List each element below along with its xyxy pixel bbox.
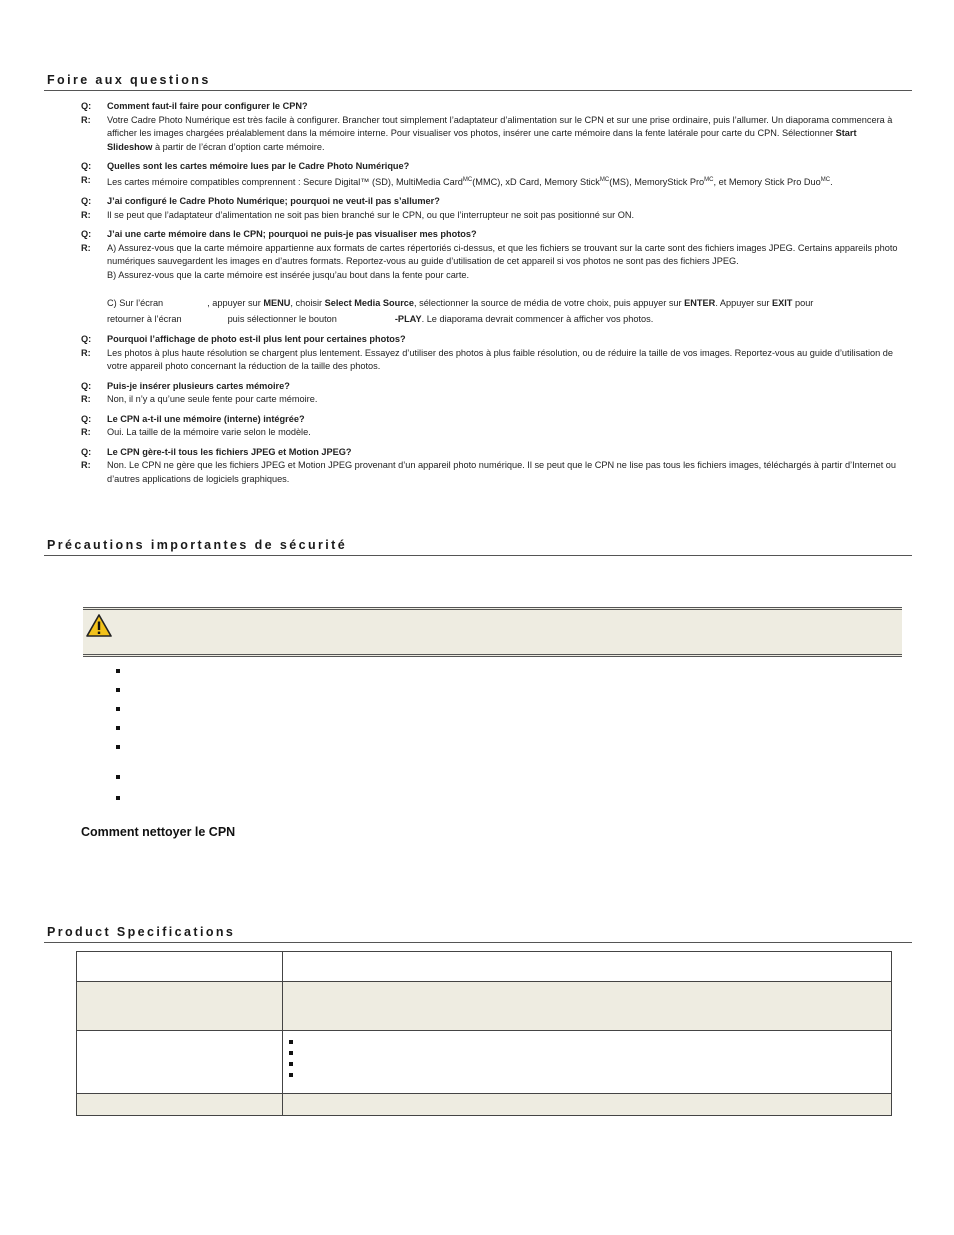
q-label: Q: xyxy=(81,413,92,424)
table-row xyxy=(77,952,892,982)
faq-item xyxy=(81,160,903,189)
table-cell xyxy=(77,1031,283,1094)
r-label: R: xyxy=(81,174,91,185)
r-label: R: xyxy=(81,209,91,220)
table-cell xyxy=(283,952,892,982)
table-cell xyxy=(77,1094,283,1116)
r-label: R: xyxy=(81,114,91,125)
faq-question: J’ai une carte mémoire dans le CPN; pourquoi ne puis-je pas visualiser mes photos? xyxy=(107,229,477,240)
faq-answer: Les cartes mémoire compatibles comprennent : Secure Digital™ (SD), MultiMedia Card$^{MC}$(MMC), xD Card, Memory Stick$^{MC}$(MS), MemoryStick Pro$^{MC}$, et Memory Stick Pro Duo$^{MC}$. xyxy=(107,176,833,187)
faq-question: Comment faut-il faire pour configurer le CPN? xyxy=(107,101,308,111)
faq-question: Pourquoi l’affichage de photo est-il plus lent pour certaines photos? xyxy=(107,334,406,345)
faq-answer: Non, il n’y a qu’une seule fente pour carte mémoire. xyxy=(107,394,318,405)
bullet-marker xyxy=(116,745,120,749)
q-label: Q: xyxy=(81,101,92,111)
faq-answer: Votre Cadre Photo Numérique est très facile à configurer. Brancher tout simplement l’adaptateur d’alimentation sur le CPN et sur une prise ordinaire, puis l’allumer. Un diaporama commencera à afficher les images chargées préalablement dans la mémoire interne. Pour visualiser vos photos, insérer une carte mémoire dans la fente latérale pour carte du CPN. Sélectionner Start Slideshow à partir de l’écran d’option carte mémoire. xyxy=(107,114,893,152)
table-cell xyxy=(283,1094,892,1116)
bullet-marker xyxy=(116,775,120,779)
r-label: R: xyxy=(81,394,91,405)
faq-section-title: Foire aux questions xyxy=(44,73,912,91)
list-item xyxy=(289,1037,891,1048)
table-row xyxy=(77,1094,892,1116)
table-cell xyxy=(77,982,283,1031)
q-label: Q: xyxy=(81,334,92,345)
bullet-marker xyxy=(116,669,120,673)
faq-answer: Oui. La taille de la mémoire varie selon le modèle. xyxy=(107,427,311,438)
q-label: Q: xyxy=(81,196,92,207)
list-item xyxy=(289,1048,891,1059)
faq-item xyxy=(81,195,903,222)
faq-item xyxy=(81,413,903,440)
cleaning-title: Comment nettoyer le CPN xyxy=(81,825,236,839)
safety-section-title: Précautions importantes de sécurité xyxy=(44,538,912,556)
r-label: R: xyxy=(81,347,91,358)
warning-box xyxy=(83,607,902,657)
faq-question: Quelles sont les cartes mémoire lues par le Cadre Photo Numérique? xyxy=(107,161,410,171)
r-label: R: xyxy=(81,242,91,253)
r-label: R: xyxy=(81,427,91,438)
bullet-marker xyxy=(116,796,120,800)
faq-item xyxy=(81,333,903,374)
table-cell xyxy=(283,982,892,1031)
faq-item xyxy=(81,380,903,407)
faq-list xyxy=(81,100,903,492)
q-label: Q: xyxy=(81,446,92,457)
list-item xyxy=(289,1070,891,1081)
faq-question: Le CPN gère-t-il tous les fichiers JPEG et Motion JPEG? xyxy=(107,446,352,457)
faq-answer: Il se peut que l’adaptateur d’alimentation ne soit pas bien branché sur le CPN, ou que l’interrupteur ne soit pas positionné sur ON. xyxy=(107,209,635,220)
bullet-marker xyxy=(116,688,120,692)
q-label: Q: xyxy=(81,229,92,240)
faq-item xyxy=(81,446,903,487)
table-row xyxy=(77,1031,892,1094)
faq-answer: Les photos à plus haute résolution se chargent plus lentement. Essayez d’utiliser des photos à plus faible résolution, ou de réduire la taille de vos images. Reportez-vous au guide d’utilisation de votre appareil photo concernant la réduction de la taille des photos. xyxy=(107,347,894,372)
table-row xyxy=(77,982,892,1031)
faq-answer: Non. Le CPN ne gère que les fichiers JPEG et Motion JPEG provenant d’un appareil photo numérique. Il se peut que le CPN ne lise pas tous les fichiers images, téléchargés à partir d’Internet ou d’autres applications de logiciels graphiques. xyxy=(107,460,897,484)
specs-table xyxy=(76,951,892,1116)
q-label: Q: xyxy=(81,380,92,391)
warning-triangle-icon xyxy=(86,614,112,638)
faq-answer: A) Assurez-vous que la carte mémoire appartienne aux formats de cartes répertoriés ci-dessus, et que les fichiers se trouvant sur la carte sont des fichiers images JPEG. Certains appareils photo numériques sauvegardent les images en d’autres formats. Reportez-vous au guide d’utilisation de cet appareil si vos photos ne sont pas des fichiers JPEG. B) Assurez-vous que la carte mémoire est insérée jusqu’au bout dans la fente pour carte. C) Sur l’écran , appuyer sur MENU, choisir Select Media Source, sélectionner la source de média de votre choix, puis appuyer sur ENTER. Appuyer sur EXIT pour retourner à l’écran puis sélectionner le bouton -PLAY. Le diaporama devrait commencer à afficher vos photos. xyxy=(107,242,898,325)
spec-bullet-list xyxy=(283,1031,891,1081)
faq-item xyxy=(81,100,903,154)
q-label: Q: xyxy=(81,161,92,171)
faq-question: Le CPN a-t-il une mémoire (interne) intégrée? xyxy=(107,413,305,424)
faq-question: Puis-je insérer plusieurs cartes mémoire? xyxy=(107,380,290,391)
specs-section-title: Product Specifications xyxy=(44,925,912,943)
r-label: R: xyxy=(81,460,91,471)
table-cell xyxy=(283,1031,892,1094)
bullet-marker xyxy=(116,707,120,711)
faq-item xyxy=(81,228,903,327)
list-item xyxy=(289,1059,891,1070)
table-cell xyxy=(77,952,283,982)
bullet-marker xyxy=(116,726,120,730)
faq-question: J’ai configuré le Cadre Photo Numérique; pourquoi ne veut-il pas s’allumer? xyxy=(107,196,440,207)
